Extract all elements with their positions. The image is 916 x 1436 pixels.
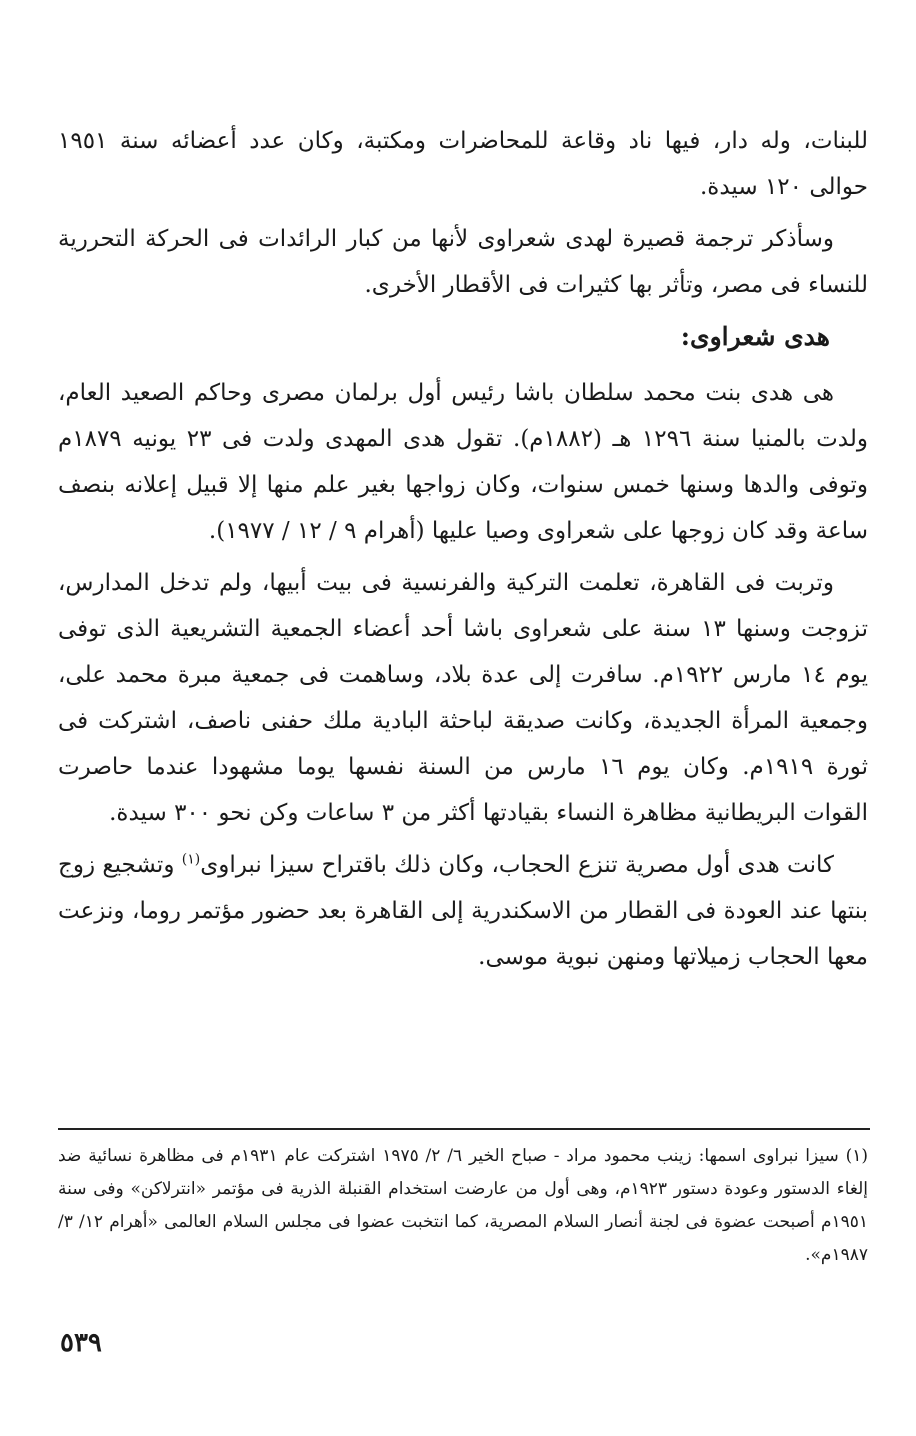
paragraph-5-end: وتشجيع زوج بنتها عند العودة فى القطار من الاسكندرية إلى القاهرة بعد حضور مؤتمر روما، ونزعت معها الحجاب زميلاتها ومنهن نبوية موسى. — [58, 852, 868, 970]
paragraph-5-start: كانت هدى أول مصرية تنزع الحجاب، وكان ذلك باقتراح سيزا نبراوى — [200, 852, 834, 878]
paragraph-4: وتربت فى القاهرة، تعلمت التركية والفرنسية فى بيت أبيها، ولم تدخل المدارس، تزوجت وسنها ١٣ سنة على شعراوى باشا أحد أعضاء الجمعية التشريعية الذى توفى يوم ١٤ مارس ١٩٢٢م. سافرت إلى عدة بلاد، وساهمت فى جمعية مبرة محمد على، وجمعية المرأة الجديدة، وكانت صديقة لباحثة البادية ملك حفنى ناصف، اشتركت فى ثورة ١٩١٩م. وكان يوم ١٦ مارس من السنة نفسها يوما مشهودا عندما حاصرت القوات البريطانية مظاهرة النساء بقيادتها أكثر من ٣ ساعات وكن نحو ٣٠٠ سيدة. — [58, 570, 869, 826]
footnote-divider — [58, 1128, 870, 1130]
paragraph-2: وسأذكر ترجمة قصيرة لهدى شعراوى لأنها من كبار الرائدات فى الحركة التحررية للنساء فى مصر، وتأثر بها كثيرات فى الأقطار الأخرى. — [58, 226, 868, 298]
paragraph-5 — [58, 842, 868, 980]
paragraph-1: للبنات، وله دار، فيها ناد وقاعة للمحاضرات ومكتبة، وكان عدد أعضائه سنة ١٩٥١ حوالى ١٢٠ سيدة. — [58, 128, 868, 200]
paragraph-3: هى هدى بنت محمد سلطان باشا رئيس أول برلمان مصرى وحاكم الصعيد العام، ولدت بالمنيا سنة ١٢٩٦ هـ (١٨٨٢م). تقول هدى المهدى ولدت فى ٢٣ يونيه ١٨٧٩م وتوفى والدها وسنها خمس سنوات، وكان زواجها بغير علم منها إلا قبيل إعلانه بنصف ساعة وقد كان زوجها على شعراوى وصيا عليها (أهرام ٩ / ١٢ / ١٩٧٧). — [58, 380, 868, 544]
page-number: ٥٣٩ — [60, 1328, 102, 1358]
footnote-reference: (١) — [181, 851, 201, 868]
footnote: (١) سيزا نبراوى اسمها: زينب محمود مراد - صباح الخير ٦/ ٢/ ١٩٧٥ اشتركت عام ١٩٣١م فى مظاهرة نسائية ضد إلغاء الدستور وعودة دستور ١٩٢٣م، وهى أول من عارضت استخدام القنبلة الذرية فى مؤتمر «انترلاكن» وفى سنة ١٩٥١م أصبحت عضوة فى لجنة أنصار السلام المصرية، كما انتخبت عضوا فى مجلس السلام العالمى «أهرام ١٢/ ٣/ ١٩٨٧م». — [58, 1146, 868, 1265]
page-body — [58, 118, 868, 986]
section-heading: هدى شعراوى: — [680, 322, 830, 351]
